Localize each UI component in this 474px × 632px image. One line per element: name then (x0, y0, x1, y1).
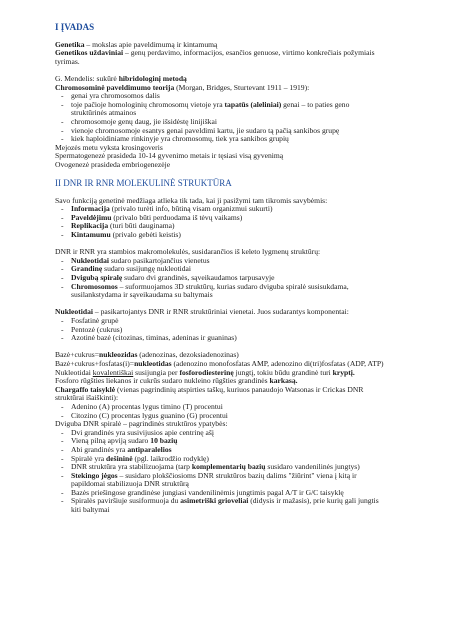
text-segment: (vienas pagrindinių atspirties taškų, kuriuos panaudojo Watsonas ir Crickas DNR (115, 384, 364, 394)
text-segment: genai yra chromosomos dalis (71, 91, 160, 101)
bold-text: asimetriški grioveliai (180, 496, 249, 506)
bullet-item (55, 101, 444, 110)
text-segment: vienoje chromosomoje esantys genai paveldimi kartu, jie sudaro tą pačią sankibos grupę (71, 125, 340, 135)
text-segment: (privalo turėti info, būtiną visam organizmui sukurti) (109, 204, 273, 214)
text-segment: – pasikartojantys DNR ir RNR struktūriniai vienetai. Juos sudarantys komponentai: (92, 307, 349, 317)
bold-text: karkasą. (269, 376, 298, 386)
text-segment: Dviguba DNR spiralė – pagrindinės struktūros ypatybės: (55, 419, 228, 429)
text-segment: Ovogenezė prasideda embriogenezėje (55, 159, 171, 169)
paragraph-line (55, 49, 444, 58)
bold-text: Kintamumu (71, 230, 111, 240)
bold-text: Paveldėjimu (71, 212, 112, 222)
text-segment: II DNR IR RNR MOLEKULINĖ STRUKTŪRA (55, 178, 232, 189)
text-segment: Bazė+cukrus+fosfatas(i)= (55, 358, 135, 368)
bold-text: Nukleotidai (71, 255, 109, 265)
text-segment: kiti baltymai (71, 505, 110, 515)
text-segment: tyrimas. (55, 56, 80, 66)
paragraph-line (55, 161, 444, 170)
text-segment: papildomai stabilizuoja DNR struktūrą (71, 479, 189, 489)
bold-text: nukleozidas (99, 350, 138, 360)
text-segment: G. Mendelis: sukūrė (55, 73, 119, 83)
text-segment: sudaro susijungę nukleotidai (102, 264, 192, 274)
bold-text: Informacija (71, 204, 110, 214)
text-segment: kiek haploidiniame rinkinyje yra chromosomų, tiek yra sankibos grupių (71, 134, 289, 144)
bold-text: Grandinę (71, 264, 103, 274)
bullet-item (55, 231, 444, 240)
text-segment: Azotinė bazė (citozinas, timinas, adeninas ir guaninas) (71, 333, 237, 343)
bold-text: Chargaffo taisyklė (55, 384, 116, 394)
text-segment: Bazė+cukrus= (55, 350, 99, 360)
text-segment: chromosomoje genų daug, jie išsidėstę linijiškai (71, 116, 217, 126)
bold-text: fosforodiesterinę (179, 367, 234, 377)
text-segment: DNR ir RNR yra stambios makromolekulės, susidarančios iš keleto lygmenų struktūrų: (55, 247, 321, 257)
text-segment: Dvi grandinės yra susivijusios apie centrinę ašį (71, 427, 214, 437)
text-segment: Adenino (A) procentas lygus timino (T) procentui (71, 401, 223, 411)
text-segment: susidaro vandenilinės jungtys) (265, 462, 360, 472)
text-segment: Pentozė (cukrus) (71, 324, 123, 334)
bold-text: Replikacija (71, 221, 109, 231)
bold-text: kryptį. (332, 367, 355, 377)
bullet-item (55, 283, 444, 292)
text-segment: Bazės priešingose grandinėse jungiasi vandenilinėmis jungtimis pagal A/T ir G/C taisyklę (71, 487, 344, 497)
text-segment: susijungia per (133, 367, 180, 377)
text-segment: Fosforo rūgšties liekanos ir cukrūs sudaro nukleino rūgšties grandinės (55, 376, 270, 386)
text-segment: genai – to paties geno (281, 99, 350, 109)
bold-text: 10 bazių (150, 436, 178, 446)
text-segment: (didysis ir mažasis), prie kurių gali jungtis (248, 496, 379, 506)
text-segment: toje pačioje homologinių chromosomų vietoje yra (71, 99, 225, 109)
text-segment: Citozino (C) procentas lygus guanino (G) procentui (71, 410, 228, 420)
bold-text: Genetikos uždaviniai (55, 48, 124, 58)
text-segment: Spiralės paviršiuje susiformuoja du (71, 496, 181, 506)
bullet-continuation (55, 291, 444, 300)
text-segment: (pgl. laikrodžio rodyklę) (132, 453, 209, 463)
text-segment: struktūrinės atmainos (71, 108, 137, 118)
bullet-item (55, 472, 444, 481)
text-segment: – genų perdavimo, informacijos, esančios genuose, virtimo konkrečiais požymiais (123, 48, 375, 58)
bullet-item (55, 412, 444, 421)
bold-text: tapatūs (aleliniai) (224, 99, 282, 109)
bold-text: Dvigubą spiralę (71, 273, 123, 283)
bullet-item (55, 497, 444, 506)
bullet-item (55, 334, 444, 343)
text-segment: Vieną pilną apviją sudaro (71, 436, 151, 446)
bold-text: nukleotidas (134, 358, 172, 368)
text-segment: – mokslas apie paveldimumą ir kintamumą (84, 39, 218, 49)
text-segment: Spermatogenezė prasideda 10-14 gyvenimo metais ir tęsiasi visą gyvenimą (55, 151, 284, 161)
text-segment: sudaro pasikartojančius vienetus (108, 255, 210, 265)
underlined-text: kovalentiškai (92, 367, 134, 377)
text-segment: (privalo gebėti keistis) (110, 230, 181, 240)
bold-text: Genetika (55, 39, 85, 49)
text-segment: (adenozino monofosfatas AMP, adenozino di(tri)fosfatas (ADP, ATP) (171, 358, 384, 368)
text-segment: (adenozinas, dezoksiadenozinas) (137, 350, 239, 360)
text-segment: (Morgan, Bridges, Sturtevant 1911 – 1919): (174, 82, 310, 92)
paragraph-line (55, 58, 444, 67)
text-segment: susilankstydama ir sąveikaudama su baltymais (71, 290, 213, 300)
section-heading (55, 178, 444, 188)
bold-text: Chromosomos (71, 281, 118, 291)
bold-text: Chromosominė paveldimumo teorija (55, 82, 175, 92)
text-segment: Savo funkciją genetinė medžiaga atlieka tik tada, kai ji pasižymi tam tikromis savybėmis: (55, 195, 328, 205)
text-segment: Spiralė yra (71, 453, 107, 463)
bold-text: dešininė (106, 453, 133, 463)
bold-text: komplementarių bazių (191, 462, 266, 472)
bullet-item (55, 135, 444, 144)
text-segment: Fosfatinė grupė (71, 316, 119, 325)
text-segment: Mejozės metu vyksta krosingoveris (55, 142, 163, 152)
text-segment: Nukleotidai (55, 367, 93, 377)
text-segment: – suformuojamos 3D struktūrų, kurias sudaro dviguba spiralė susisukdama, (117, 281, 349, 291)
text-segment: sudaro dvi grandinės, sąveikaudamos tarpusavyje (122, 273, 275, 283)
bold-text: hibridologinį metodą (118, 73, 187, 83)
text-segment: struktūrai išaiškinti): (55, 393, 119, 403)
section-heading (55, 22, 444, 32)
bold-text: Nukleotidai (55, 307, 93, 317)
text-segment: jungtį, tokiu būdu grandinė turi (233, 367, 333, 377)
bold-text: Stekingo jėgos (71, 470, 118, 480)
bold-text: antiparalelios (127, 444, 172, 454)
bullet-continuation (55, 506, 444, 515)
text-segment: Abi grandinės yra (71, 444, 128, 454)
spacer (55, 170, 444, 179)
text-segment: (privalo būti perduodama iš tėvų vaikams) (111, 212, 243, 222)
text-segment: DNR struktūra yra stabilizuojama (tarp (71, 462, 192, 472)
text-segment: – susidaro plokščiosioms DNR struktūros bazių dalims "žiūrint" viena į kitą ir (117, 470, 357, 480)
text-segment: I ĮVADAS (55, 22, 95, 32)
text-segment: (turi būti dauginama) (108, 221, 175, 231)
